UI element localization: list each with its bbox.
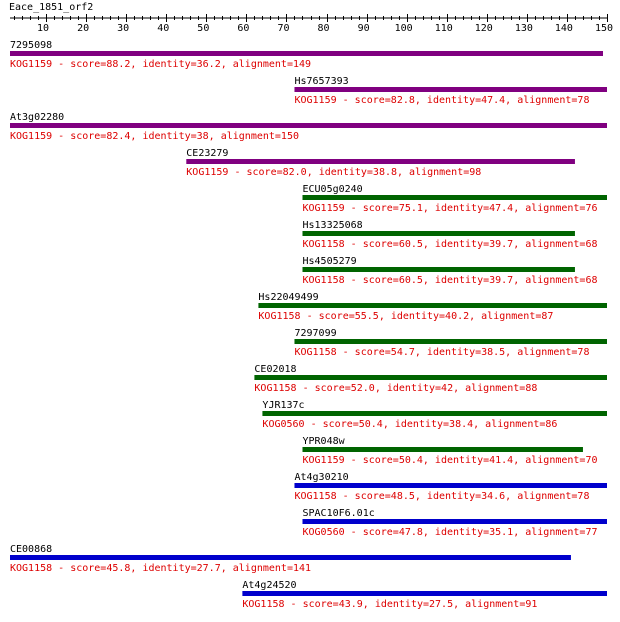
hit-description: KOG1158 - score=48.5, identity=34.6, alignment=78 [294, 491, 590, 502]
hit-id[interactable]: At4g24520 [242, 580, 297, 591]
tick-label: 30 [117, 23, 130, 34]
hit-bar[interactable] [302, 231, 574, 236]
hit-row[interactable] [258, 292, 607, 322]
tick-label: 70 [277, 23, 290, 34]
hit-description: KOG1158 - score=45.8, identity=27.7, alignment=141 [10, 563, 312, 574]
hit-bar[interactable] [294, 339, 607, 344]
tick-label: 40 [157, 23, 170, 34]
hit-bar[interactable] [186, 159, 575, 164]
hit-row[interactable] [302, 508, 607, 538]
hit-row[interactable] [294, 76, 607, 106]
hit-description: KOG0560 - score=50.4, identity=38.4, alignment=86 [262, 419, 558, 430]
tick-label: 120 [474, 23, 493, 34]
hit-id[interactable]: Hs4505279 [302, 256, 357, 267]
hit-bar[interactable] [294, 87, 607, 92]
tick-label: 50 [197, 23, 210, 34]
hit-row[interactable] [294, 328, 607, 358]
tick-label: 130 [514, 23, 533, 34]
hit-bar[interactable] [10, 123, 607, 128]
hit-id[interactable]: CE00868 [10, 544, 53, 555]
hit-row[interactable] [10, 40, 603, 70]
hit-description: KOG1158 - score=43.9, identity=27.5, alignment=91 [242, 599, 538, 610]
hit-description: KOG1159 - score=50.4, identity=41.4, alignment=70 [302, 455, 598, 466]
hit-row[interactable] [10, 544, 571, 574]
hit-id[interactable]: CE23279 [186, 148, 229, 159]
tick-label: 60 [237, 23, 250, 34]
tick-label: 20 [77, 23, 90, 34]
hit-description: KOG1159 - score=82.4, identity=38, alignment=150 [10, 131, 299, 142]
hit-bar[interactable] [302, 447, 582, 452]
hit-id[interactable]: At3g02280 [10, 112, 65, 123]
hit-id[interactable]: 7295098 [10, 40, 53, 51]
hit-id[interactable]: ECU05g0240 [302, 184, 363, 195]
hit-bar[interactable] [294, 483, 607, 488]
hit-row[interactable] [302, 256, 597, 286]
hit-description: KOG1159 - score=82.0, identity=38.8, alignment=98 [186, 167, 482, 178]
hit-bar[interactable] [302, 519, 607, 524]
hit-list [10, 40, 607, 610]
hit-bar[interactable] [10, 51, 603, 56]
hit-description: KOG1159 - score=75.1, identity=47.4, alignment=76 [302, 203, 598, 214]
hit-id[interactable]: Hs22049499 [258, 292, 319, 303]
hit-id[interactable]: At4g30210 [294, 472, 349, 483]
tick-label: 150 [594, 23, 614, 34]
tick-label: 140 [554, 23, 573, 34]
hit-id[interactable]: 7297099 [294, 328, 337, 339]
hit-id[interactable]: Hs7657393 [294, 76, 349, 87]
hit-id[interactable]: CE02018 [254, 364, 297, 375]
hit-row[interactable] [262, 400, 607, 430]
hit-id[interactable]: YPR048w [302, 436, 345, 447]
tick-label: 110 [434, 23, 453, 34]
hit-row[interactable] [10, 112, 607, 142]
hit-row[interactable] [302, 436, 597, 466]
hit-description: KOG1158 - score=60.5, identity=39.7, alignment=68 [302, 239, 598, 250]
hit-bar[interactable] [302, 195, 607, 200]
hit-description: KOG1158 - score=55.5, identity=40.2, alignment=87 [258, 311, 554, 322]
tick-label: 80 [317, 23, 330, 34]
x-axis [10, 14, 613, 34]
hit-description: KOG0560 - score=47.8, identity=35.1, alignment=77 [302, 527, 598, 538]
hit-bar[interactable] [254, 375, 607, 380]
hit-id[interactable]: Hs13325068 [302, 220, 363, 231]
tick-label: 100 [394, 23, 413, 34]
hit-row[interactable] [186, 148, 575, 178]
hit-bar[interactable] [10, 555, 571, 560]
hit-bar[interactable] [258, 303, 607, 308]
hit-description: KOG1158 - score=60.5, identity=39.7, alignment=68 [302, 275, 598, 286]
hit-bar[interactable] [242, 591, 607, 596]
hit-row[interactable] [302, 184, 607, 214]
hit-description: KOG1159 - score=82.8, identity=47.4, alignment=78 [294, 95, 590, 106]
hit-bar[interactable] [262, 411, 607, 416]
hit-description: KOG1159 - score=88.2, identity=36.2, alignment=149 [10, 59, 312, 70]
hit-row[interactable] [302, 220, 597, 250]
hit-id[interactable]: SPAC10F6.01c [302, 508, 375, 519]
hit-description: KOG1158 - score=54.7, identity=38.5, alignment=78 [294, 347, 590, 358]
tick-label: 10 [37, 23, 50, 34]
hit-description: KOG1158 - score=52.0, identity=42, alignment=88 [254, 383, 538, 394]
hit-bar[interactable] [302, 267, 574, 272]
hit-row[interactable] [254, 364, 607, 394]
hit-row[interactable] [294, 472, 607, 502]
chart-title: Eace_1851_orf2 [9, 2, 94, 13]
tick-label: 90 [357, 23, 370, 34]
hit-row[interactable] [242, 580, 607, 610]
hit-id[interactable]: YJR137c [262, 400, 305, 411]
